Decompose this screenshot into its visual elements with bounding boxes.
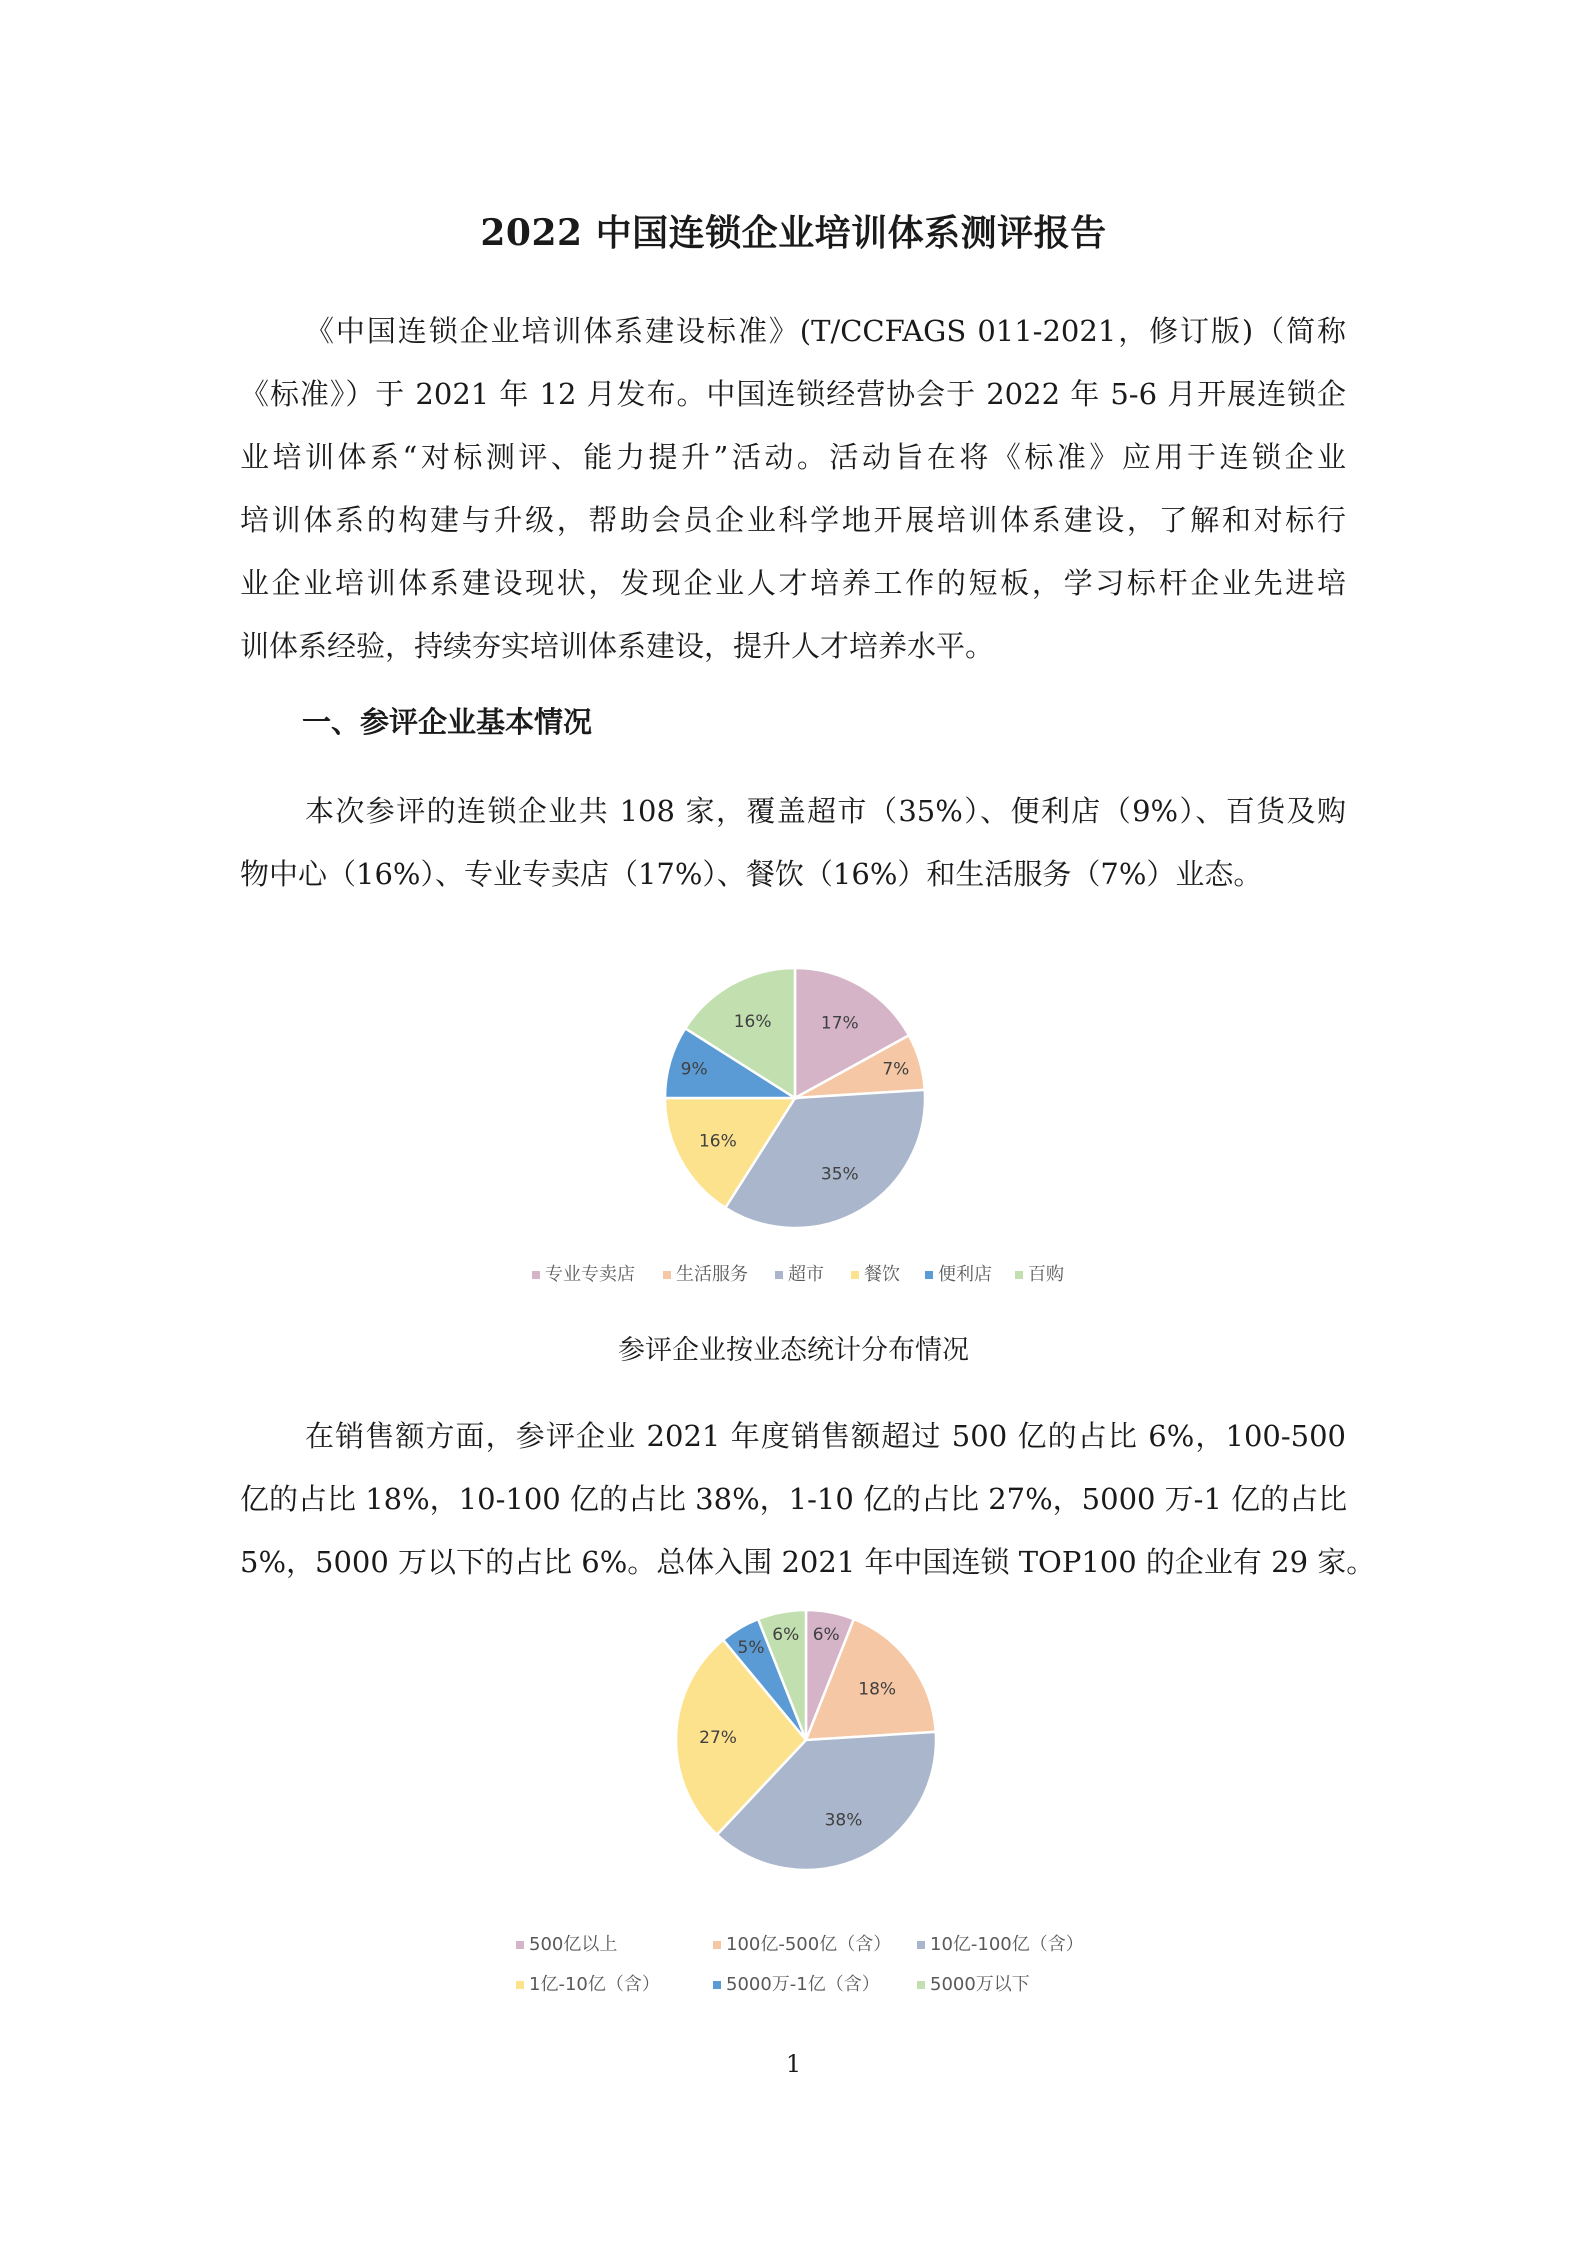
legend-item-百购 (1015, 1264, 1064, 1285)
pie-chart-svg (490, 1600, 1130, 2010)
sales-line: 5%，5000 万以下的占比 6%。总体入围 2021 年中国连锁 TOP100 的企业有 29 家。 (240, 1545, 1376, 1579)
section-heading: 一、参评企业基本情况 (302, 705, 593, 739)
pie-label-1亿-10亿-含: 27% (699, 1728, 737, 1749)
sales-line: 在销售额方面，参评企业 2021 年度销售额超过 500 亿的占比 6%，100-500 (305, 1419, 1346, 1453)
pie-label-便利店: 9% (680, 1059, 708, 1080)
pie-label-5000万-1亿-含: 5% (737, 1638, 765, 1659)
legend-item-餐饮 (851, 1263, 900, 1285)
legend-swatch (713, 1981, 721, 1989)
legend-label: 百购 (1028, 1264, 1064, 1285)
legend-swatch (516, 1941, 524, 1949)
legend-label: 1亿-10亿（含） (529, 1974, 660, 1995)
legend-swatch (917, 1981, 925, 1989)
business-paragraph (240, 780, 1346, 906)
pie-label-专业专卖店: 17% (820, 1013, 859, 1034)
intro-line: 业企业培训体系建设现状，发现企业人才培养工作的短板，学习标杆企业先进培 (240, 566, 1346, 600)
legend-item-生活服务 (663, 1264, 748, 1285)
pie-label-100亿-500亿-含: 18% (858, 1679, 897, 1700)
legend-item-专业专卖店 (532, 1264, 635, 1285)
sales-paragraph (240, 1405, 1376, 1594)
intro-line: 《标准》）于 2021 年 12 月发布。中国连锁经营协会于 2022 年 5-6 月开展连锁企 (240, 377, 1346, 411)
legend-label: 100亿-500亿（含） (726, 1934, 892, 1955)
pie-label-10亿-100亿-含: 38% (824, 1810, 863, 1831)
legend-item-5000万-1亿-含 (713, 1974, 880, 1995)
pie-label-500亿以上: 6% (812, 1624, 840, 1645)
legend-label: 500亿以上 (529, 1934, 618, 1955)
legend-label: 10亿-100亿（含） (930, 1934, 1084, 1955)
legend-label: 专业专卖店 (545, 1264, 635, 1285)
business-type-pie-chart (470, 920, 1120, 1300)
business-line: 本次参评的连锁企业共 108 家，覆盖超市（35%）、便利店（9%）、百货及购 (305, 794, 1346, 828)
legend-swatch (851, 1271, 859, 1279)
business-line: 物中心（16%）、专业专卖店（17%）、餐饮（16%）和生活服务（7%）业态。 (240, 857, 1263, 891)
page-number: 1 (785, 2050, 802, 2078)
legend-swatch (516, 1981, 524, 1989)
pie-chart-svg (470, 920, 1120, 1300)
pie-label-超市: 35% (820, 1164, 859, 1185)
legend-label: 生活服务 (676, 1264, 748, 1285)
legend-label: 超市 (788, 1264, 824, 1285)
legend-item-便利店 (925, 1264, 992, 1285)
chart-caption: 参评企业按业态统计分布情况 (618, 1335, 969, 1366)
intro-line: 训体系经验，持续夯实培训体系建设，提升人才培养水平。 (240, 629, 995, 663)
legend-swatch (713, 1941, 721, 1949)
intro-line: 业培训体系“对标测评、能力提升”活动。活动旨在将《标准》应用于连锁企业 (240, 440, 1346, 474)
intro-paragraph (240, 300, 1346, 678)
legend-label: 5000万以下 (930, 1974, 1030, 1995)
legend-swatch (532, 1271, 540, 1279)
pie-label-百购: 16% (733, 1011, 772, 1032)
legend-item-超市 (775, 1263, 824, 1285)
legend-swatch (1015, 1271, 1023, 1279)
legend-swatch (917, 1941, 925, 1949)
legend-item-5000万以下 (917, 1974, 1030, 1995)
legend-item-500亿以上 (516, 1934, 617, 1955)
legend-label: 餐饮 (864, 1264, 900, 1285)
sales-pie-chart (490, 1600, 1130, 2010)
legend-swatch (925, 1271, 933, 1279)
pie-label-餐饮: 16% (698, 1131, 737, 1152)
legend-item-1亿-10亿-含 (516, 1974, 660, 1995)
legend-label: 5000万-1亿（含） (726, 1974, 880, 1995)
sales-line: 亿的占比 18%，10-100 亿的占比 38%，1-10 亿的占比 27%，5000 万-1 亿的占比 (240, 1482, 1348, 1516)
legend-swatch (663, 1271, 671, 1279)
intro-line: 培训体系的构建与升级，帮助会员企业科学地开展培训体系建设，了解和对标行 (240, 503, 1346, 537)
pie-label-5000万以下: 6% (772, 1624, 800, 1645)
legend-label: 便利店 (938, 1264, 992, 1285)
legend-item-10亿-100亿-含 (917, 1934, 1084, 1955)
legend-swatch (775, 1271, 783, 1279)
intro-line: 《中国连锁企业培训体系建设标准》(T/CCFAGS 011-2021，修订版)（简称 (305, 314, 1346, 348)
pie-label-生活服务: 7% (882, 1059, 910, 1080)
page-title: 2022 中国连锁企业培训体系测评报告 (480, 212, 1107, 254)
legend-item-100亿-500亿-含 (713, 1934, 891, 1955)
